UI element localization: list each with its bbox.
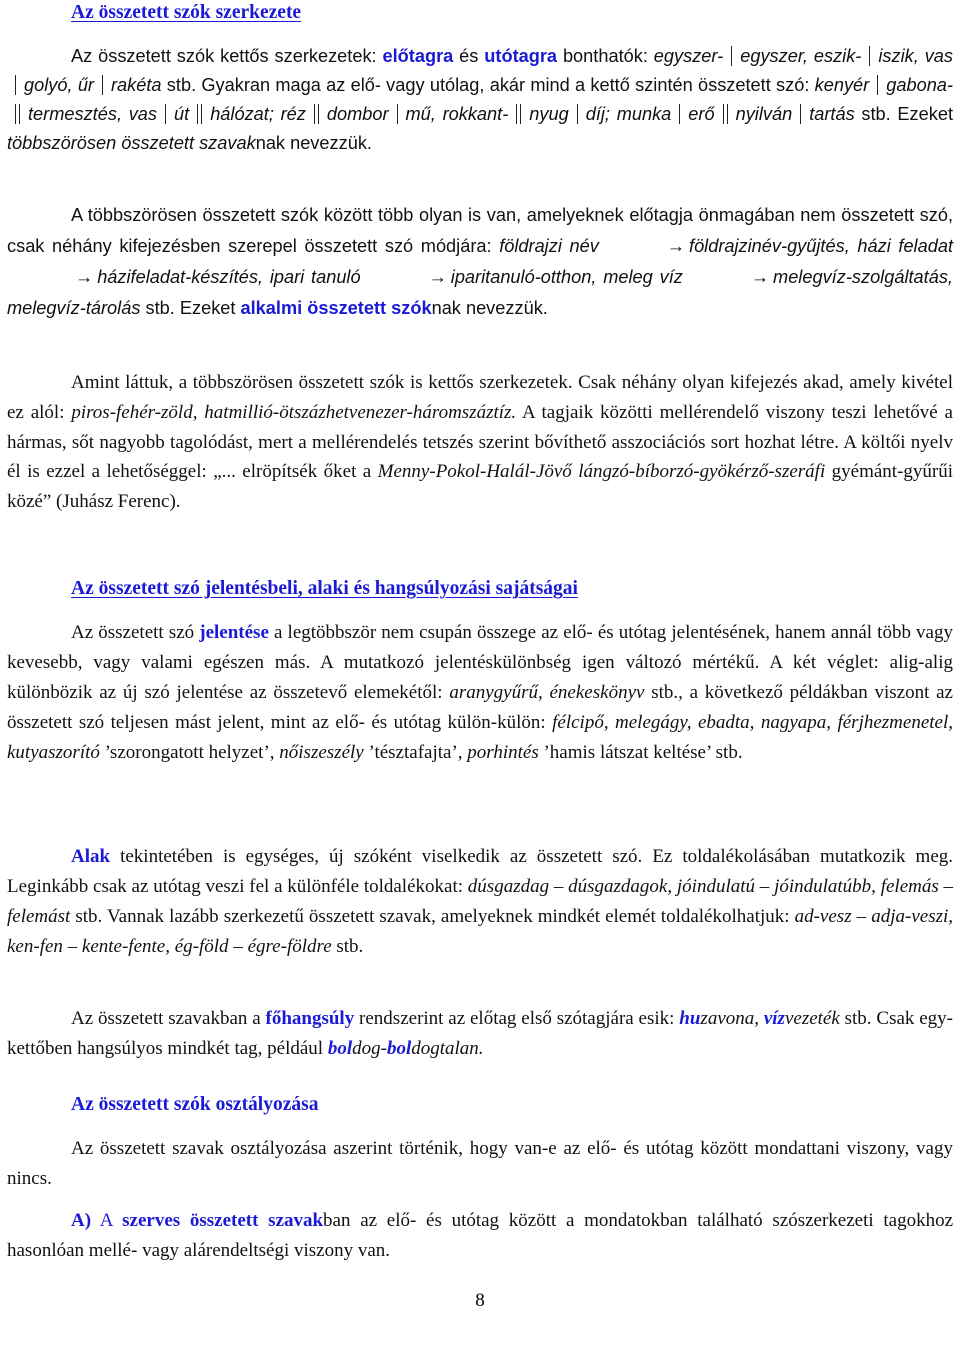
term-utotag: utótagra bbox=[484, 46, 558, 66]
text: rendszerint az előtag első szótagjára esik: bbox=[354, 1008, 680, 1029]
term-elotag: előtagra bbox=[382, 46, 454, 66]
example: rakéta bbox=[110, 75, 162, 95]
example: házi feladat bbox=[857, 236, 953, 256]
text: stb. Ezeket bbox=[140, 298, 241, 318]
term-fohangsuly: főhangsúly bbox=[265, 1008, 355, 1029]
example: dogtalan. bbox=[411, 1038, 484, 1059]
example: eszik- bbox=[813, 46, 862, 66]
text: A többszörösen összetett szók között több olyan is van, amelyeknek előtagja önmagában nem összetett szó, csak néhány kifejezésben szerepel összetett szó módjára: bbox=[7, 205, 953, 256]
paragraph: Alak tekintetében is egységes, új szóként viselkedik az összetett szó. Ez toldalékolásában mutatkozik meg. Leginkább csak az utótag veszi fel a különféle toldalékokat: dúsgazdag – dúsgazdagok, jóindulatú – jóindulatúbb, felemás – felemást stb. Vannak lazább szerkezetű összetett szavak, amelyeknek mindkét elemét toldalékolhatjuk: ad-vesz – adja-veszi, ken-fen – kente-fente, ég-föld – égre-földre stb. bbox=[7, 846, 954, 957]
example: kenyér bbox=[814, 75, 870, 95]
text: Az összetett szavakban a bbox=[71, 1008, 266, 1029]
example: iparitanuló-otthon, bbox=[450, 267, 597, 287]
paragraph bbox=[7, 42, 953, 158]
paragraph bbox=[7, 1134, 953, 1194]
example: dúsgazdag bbox=[467, 876, 550, 897]
stressed-syllable: bol bbox=[386, 1038, 412, 1059]
example: golyó, bbox=[24, 75, 73, 95]
divider-bar bbox=[165, 104, 166, 124]
text: Amint láttuk, a többszörösen összetett szók is kettős szerkezetek. Csak néhány olyan kifejezés akad, amely kivétel ez alól: bbox=[7, 372, 953, 423]
text: bonthatók: bbox=[557, 46, 654, 66]
text: ’hamis látszat keltése’ stb. bbox=[538, 742, 743, 763]
paragraph bbox=[7, 618, 953, 768]
text: gyémánt-gyűrűi közé” (Juhász Ferenc). bbox=[7, 461, 954, 513]
term-alak: Alak bbox=[71, 846, 111, 867]
example: porhintés bbox=[467, 742, 539, 763]
example: ipari tanuló bbox=[269, 267, 361, 287]
term-alkalmi: alkalmi összetett szók bbox=[240, 298, 432, 318]
example: nőiszeszély bbox=[279, 742, 364, 763]
example: Menny-Pokol-Halál-Jövő lángzó-bíborzó-gyökérző-szeráfi bbox=[377, 461, 826, 483]
example: dog- bbox=[352, 1038, 387, 1059]
example: rokkant- bbox=[442, 104, 509, 124]
text: stb. Csak egy-kettőben hangsúlyos mindkét tag, például bbox=[7, 1008, 953, 1059]
example: zavona, bbox=[700, 1008, 759, 1029]
example: út bbox=[174, 104, 190, 124]
section-heading: Az összetett szók szerkezete bbox=[71, 2, 302, 23]
text: a legtöbbször nem csupán összege az elő- és utótag jelentésének, hanem annál több vagy kevesebb, vagy valami egészen más. A mutatkozó jelentéskülönbség igen változó mértékű. A két véglet: alig-alig különbözik az új szó jelentése az összetevő elemekétől: bbox=[7, 622, 953, 703]
example: vezeték bbox=[784, 1008, 840, 1029]
text: Az összetett szó bbox=[71, 622, 200, 643]
term-jelentese: jelentése bbox=[199, 622, 269, 643]
divider-bar bbox=[731, 46, 732, 66]
right-arrow-icon: → bbox=[75, 267, 94, 287]
double-divider-bar bbox=[314, 104, 319, 124]
text: A bbox=[91, 1210, 123, 1231]
example: dúsgazdagok, jóindulatú bbox=[568, 876, 756, 897]
double-divider-bar bbox=[516, 104, 521, 124]
text: nak nevezzük. bbox=[255, 133, 372, 153]
example: többszörösen összetett szavak bbox=[7, 133, 256, 153]
term-szerves: szerves összetett szavak bbox=[122, 1210, 324, 1231]
text: Az összetett szók kettős szerkezetek: bbox=[71, 46, 383, 66]
page-number: 8 bbox=[475, 1290, 485, 1311]
example: jóindulatúbb, felemás bbox=[774, 876, 939, 897]
text: stb. Ezeket bbox=[854, 104, 954, 124]
section-heading: Az összetett szók osztályozása bbox=[71, 1094, 319, 1115]
stressed-syllable: víz bbox=[763, 1008, 785, 1029]
example: díj; bbox=[585, 104, 610, 124]
example: erő bbox=[688, 104, 715, 124]
divider-bar bbox=[397, 104, 398, 124]
example: vas bbox=[128, 104, 158, 124]
text: stb., a következő példákban viszont az összetett szó teljesen mást jelent, mint az elő- és utótag külön-külön: bbox=[7, 682, 953, 733]
example: félcipő, melegágy, ebadta, nagyapa, férjhezmenetel, kutyaszorító bbox=[7, 712, 954, 763]
text: stb. Gyakran maga az elő- vagy utólag, akár mind a kettő szintén összetett szó: bbox=[161, 75, 815, 95]
text: nak nevezzük. bbox=[431, 298, 548, 318]
text: A tagjaik közötti mellérendelő viszony teszi lehetővé a hármas, sőt nagyobb tagolódást, mert a mellérendelés tetszés szerint bővíthető asszociációs sort hozhat létre. A költői nyelv él is ezzel a lehetőséggel: „... elröpítsék őket a bbox=[7, 401, 953, 483]
stressed-syllable: bol bbox=[327, 1038, 353, 1059]
example: meleg víz bbox=[603, 267, 683, 287]
text: stb. Vannak lazább szerkezetű összetett szavak, amelyeknek mindkét elemét toldalékolhatjuk: bbox=[70, 906, 795, 927]
example: mű, bbox=[405, 104, 436, 124]
right-arrow-icon: → bbox=[666, 236, 686, 256]
example: égre-földre bbox=[247, 936, 332, 957]
example: adja-veszi, ken-fen bbox=[7, 906, 954, 957]
example: piros-fehér-zöld, hatmillió-ötszázhetvenezer-háromszáztíz. bbox=[71, 401, 517, 423]
divider-bar bbox=[679, 104, 680, 124]
text: tekintetében is egységes, új szóként viselkedik az összetett szó. Ez toldalékolásában mutatkozik meg. Leginkább csak az utótag veszi fel a különféle toldalékokat: bbox=[7, 846, 953, 897]
example: réz bbox=[280, 104, 306, 124]
example: dombor bbox=[326, 104, 389, 124]
example: űr bbox=[77, 75, 94, 95]
right-arrow-icon: → bbox=[750, 267, 770, 287]
example: felemást bbox=[7, 906, 71, 927]
example: ad-vesz bbox=[794, 906, 852, 927]
example: vas bbox=[924, 46, 953, 66]
text: és bbox=[453, 46, 485, 66]
example: nyilván bbox=[735, 104, 793, 124]
example: földrajzi név bbox=[499, 236, 599, 256]
example: tartás bbox=[809, 104, 855, 124]
divider-bar bbox=[577, 104, 578, 124]
example: egyszer, bbox=[740, 46, 808, 66]
text: ’tésztafajta’, bbox=[363, 742, 468, 763]
stressed-syllable: hu bbox=[679, 1008, 701, 1029]
section-heading: Az összetett szó jelentésbeli, alaki és hangsúlyozási sajátságai bbox=[71, 578, 578, 599]
example: egyszer- bbox=[653, 46, 724, 66]
paragraph bbox=[7, 368, 953, 517]
example: kente-fente, ég-föld bbox=[81, 936, 229, 957]
example: melegvíz-szolgáltatás, melegvíz-tárolás bbox=[7, 267, 953, 318]
example: hálózat; bbox=[210, 104, 274, 124]
example: házifeladat-készítés, bbox=[97, 267, 263, 287]
example: gabona- bbox=[886, 75, 953, 95]
example: nyug bbox=[529, 104, 569, 124]
text: ’szorongatott helyzet’, bbox=[99, 742, 280, 763]
example: termesztés, bbox=[28, 104, 122, 124]
divider-bar bbox=[102, 75, 103, 95]
text: Az összetett szavak osztályozása aszerint történik, hogy van-e az elő- és utótag között mondattani viszony, vagy nincs. bbox=[7, 1138, 953, 1189]
paragraph bbox=[7, 1004, 953, 1064]
divider-bar bbox=[800, 104, 801, 124]
example: munka bbox=[616, 104, 672, 124]
divider-bar bbox=[877, 75, 878, 95]
divider-bar bbox=[869, 46, 870, 66]
double-divider-bar bbox=[197, 104, 202, 124]
paragraph bbox=[7, 200, 953, 324]
double-divider-bar bbox=[723, 104, 728, 124]
example: aranygyűrű, énekeskönyv bbox=[449, 682, 645, 703]
text: ban az elő- és utótag között a mondatokban található szószerkezeti tagokhoz hasonlóan mellé- vagy alárendeltségi viszony van. bbox=[7, 1210, 954, 1261]
paragraph bbox=[7, 1206, 953, 1266]
example: földrajzinév-gyűjtés, bbox=[689, 236, 850, 256]
text: stb. bbox=[331, 936, 364, 957]
list-marker: A) bbox=[71, 1210, 92, 1231]
double-divider-bar bbox=[15, 104, 20, 124]
example: iszik, bbox=[878, 46, 919, 66]
right-arrow-icon: → bbox=[428, 267, 447, 287]
divider-bar bbox=[15, 75, 16, 95]
